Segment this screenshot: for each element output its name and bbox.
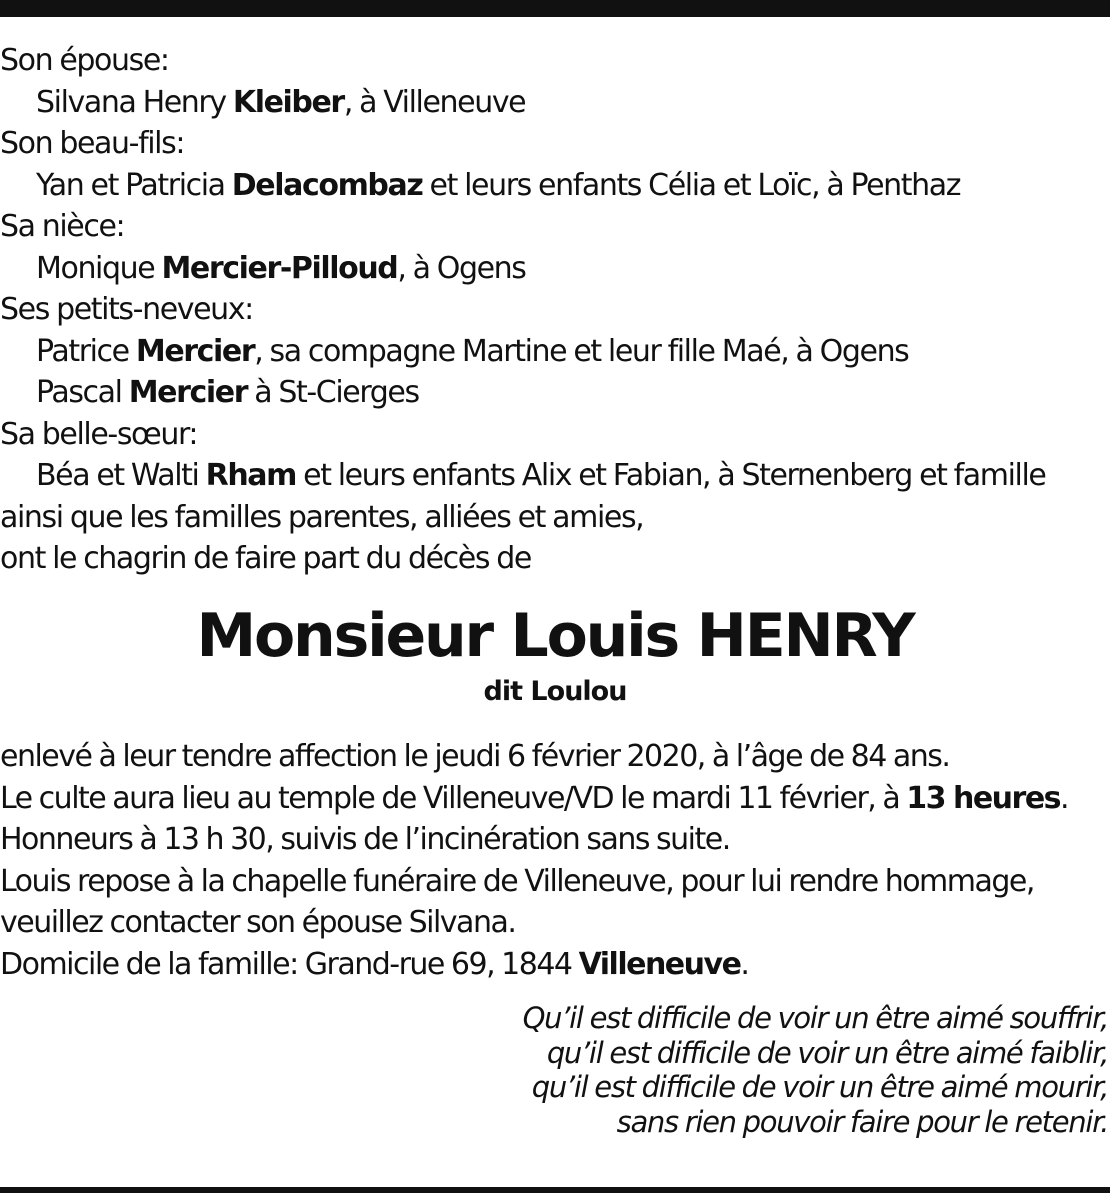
- niece-entry: [0, 248, 1110, 290]
- grandnephew-entry-1: [0, 331, 1110, 373]
- grandnephew-2-name: Pascal: [36, 375, 129, 410]
- service-period: .: [1060, 780, 1069, 816]
- service-time: 13 heures: [906, 780, 1061, 816]
- poem-line-3: qu’il est difficile de voir un être aimé mourir,: [531, 1070, 1108, 1104]
- domicile-period: .: [740, 946, 749, 982]
- niece-place: , à Ogens: [397, 250, 526, 286]
- sisterinlaw-name: Béa et Walti: [36, 458, 206, 493]
- stepson-entry: [0, 165, 1110, 207]
- chapel-line: Louis repose à la chapelle funéraire de Villeneuve, pour lui rendre hommage,: [0, 863, 1034, 899]
- domicile-line: [0, 944, 1110, 986]
- funeral-details: [0, 736, 1110, 985]
- niece-surname: Mercier-Pilloud: [161, 250, 398, 286]
- service-line: [0, 778, 1110, 820]
- deceased-nickname: dit Loulou: [483, 676, 627, 707]
- spouse-name: Silvana Henry: [36, 84, 233, 120]
- sisterinlaw-entry: [0, 455, 1110, 497]
- grandnephew-2-place: à St-Cierges: [247, 375, 419, 410]
- death-date-line: enlevé à leur tendre affection le jeudi 6 février 2020, à l’âge de 84 ans.: [0, 739, 950, 774]
- closing-poem: [8, 1001, 1108, 1139]
- niece-label: Sa nièce:: [0, 209, 125, 244]
- grandnephew-1-details: , sa compagne Martine et leur fille Maé, à Ogens: [254, 333, 909, 369]
- closing-relatives: ainsi que les familles parentes, alliées et amies,: [0, 499, 644, 535]
- bottom-rule: [0, 1187, 1110, 1193]
- sisterinlaw-surname: Rham: [205, 458, 296, 493]
- sisterinlaw-label: Sa belle-sœur:: [0, 416, 198, 452]
- stepson-surname: Delacombaz: [231, 167, 423, 203]
- grandnephew-1-name: Patrice: [36, 333, 136, 369]
- deceased-name: Monsieur Louis HENRY: [196, 601, 914, 671]
- grandnephew-entry-2: [0, 372, 1110, 414]
- poem-line-4: sans rien pouvoir faire pour le retenir.: [616, 1104, 1108, 1139]
- stepson-details: et leurs enfants Célia et Loïc, à Penthaz: [422, 167, 961, 203]
- spouse-surname: Kleiber: [232, 84, 344, 120]
- honours-line: Honneurs à 13 h 30, suivis de l’incinération sans suite.: [0, 822, 730, 857]
- grandnephew-2-surname: Mercier: [128, 375, 248, 410]
- poem-line-1: Qu’il est difficile de voir un être aimé souffrir,: [522, 1001, 1108, 1035]
- spouse-label: Son épouse:: [0, 43, 169, 78]
- niece-name: Monique: [36, 250, 162, 286]
- family-list: [0, 40, 1110, 580]
- domicile-town: Villeneuve: [578, 946, 741, 982]
- stepson-label: Son beau-fils:: [0, 126, 185, 161]
- domicile-text: Domicile de la famille: Grand-rue 69, 1844: [0, 946, 579, 982]
- contact-line: veuillez contacter son épouse Silvana.: [0, 905, 516, 940]
- stepson-name: Yan et Patricia: [36, 167, 232, 203]
- spouse-entry: [0, 82, 1110, 124]
- poem-line-2: qu’il est difficile de voir un être aimé faiblir,: [546, 1035, 1108, 1070]
- closing-announcement: ont le chagrin de faire part du décès de: [0, 541, 531, 576]
- top-rule: [0, 0, 1110, 17]
- service-text: Le culte aura lieu au temple de Villeneuve/VD le mardi 11 février, à: [0, 780, 907, 816]
- spouse-place: , à Villeneuve: [343, 84, 526, 120]
- grandnephews-label: Ses petits-neveux:: [0, 292, 253, 327]
- sisterinlaw-details: et leurs enfants Alix et Fabian, à Sternenberg et famille: [296, 458, 1046, 493]
- grandnephew-1-surname: Mercier: [135, 333, 255, 369]
